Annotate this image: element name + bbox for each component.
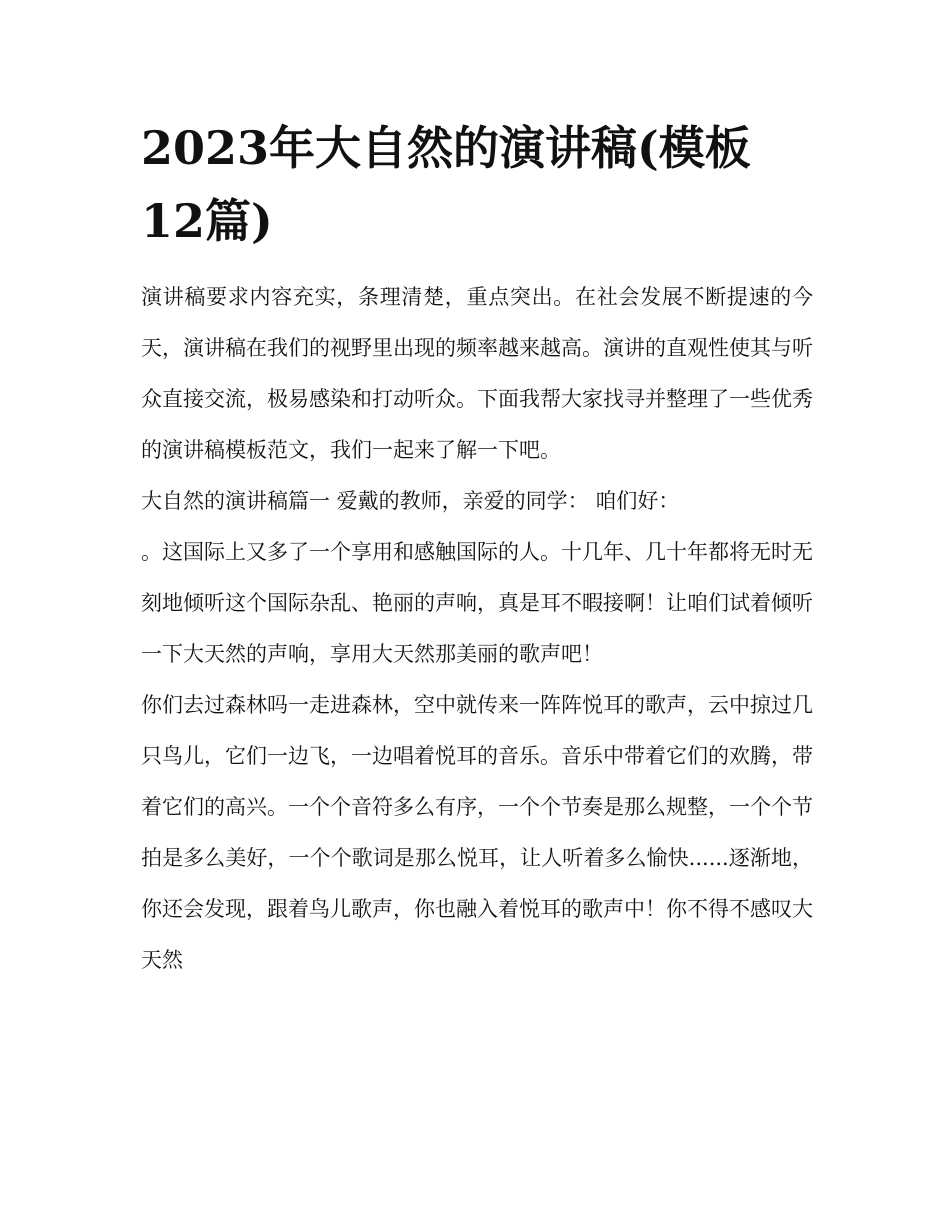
- speech-heading-paragraph: 大自然的演讲稿篇一 爱戴的教师，亲爱的同学： 咱们好：: [141, 489, 680, 513]
- document-title: 2023年大自然的演讲稿(模板12篇): [141, 121, 751, 248]
- document-body: [141, 112, 813, 986]
- speech-paragraph: 。这国际上又多了一个享用和感触国际的人。十几年、几十年都将无时无刻地倾听这个国际杂乱、艳丽的声响，真是耳不暇接啊！让咱们试着倾听一下大天然的声响，享用大天然那美丽的歌声吧！: [141, 540, 813, 666]
- intro-paragraph: 演讲稿要求内容充实，条理清楚，重点突出。在社会发展不断提速的今天，演讲稿在我们的视野里出现的频率越来越高。演讲的直观性使其与听众直接交流，极易感染和打动听众。下面我帮大家找寻并整理了一些优秀的演讲稿模板范文，我们一起来了解一下吧。: [141, 285, 813, 462]
- speech-paragraph: 你们去过森林吗一走进森林，空中就传来一阵阵悦耳的歌声，云中掠过几只鸟儿，它们一边飞，一边唱着悦耳的音乐。音乐中带着它们的欢腾，带着它们的高兴。一个个音符多么有序，一个个节奏是那么规整，一个个节拍是多么美好，一个个歌词是那么悦耳，让人听着多么愉快......逐渐地，你还会发现，跟着鸟儿歌声，你也融入着悦耳的歌声中！你不得不感叹大天然: [141, 693, 813, 972]
